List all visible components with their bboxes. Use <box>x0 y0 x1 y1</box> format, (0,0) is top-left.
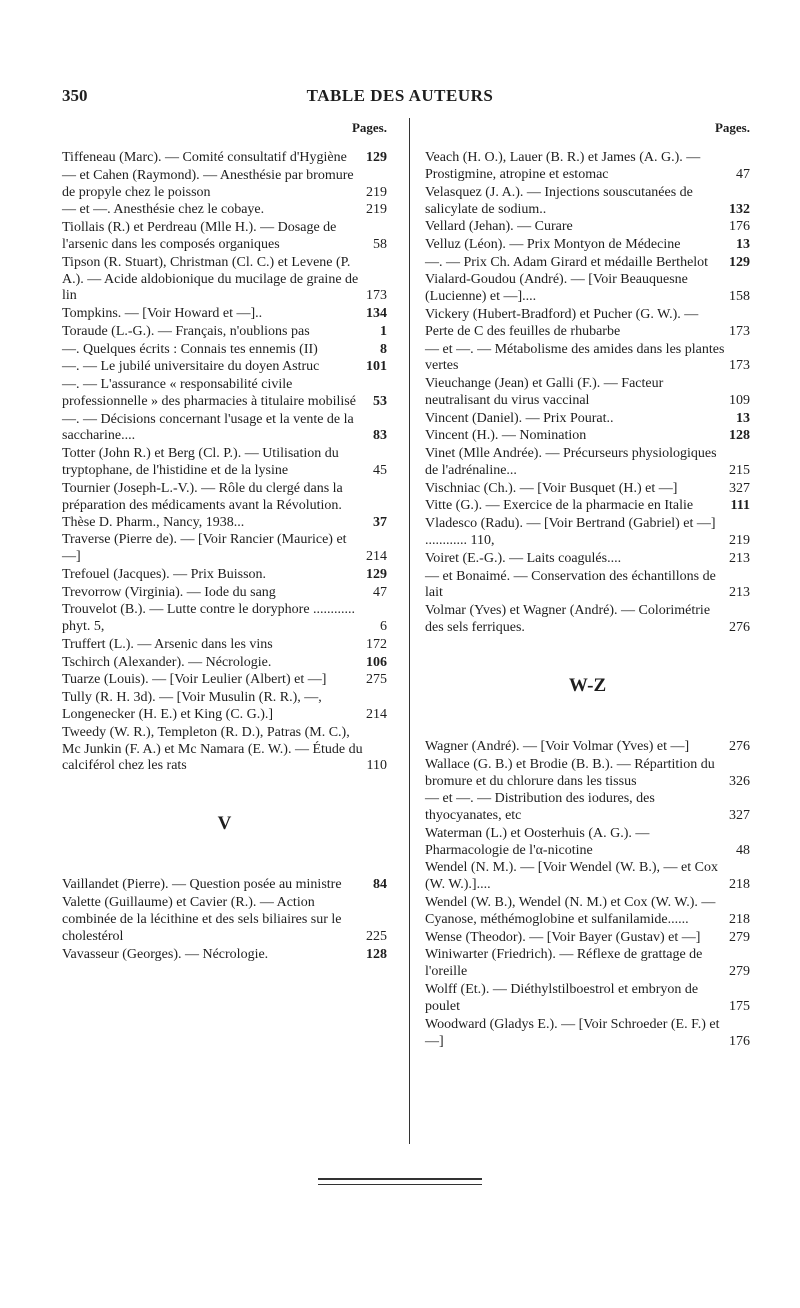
index-entry <box>62 637 387 654</box>
section-letter: W-Z <box>568 674 607 696</box>
entry-page-number: 218 <box>729 911 750 927</box>
index-entry <box>425 826 750 860</box>
index-entry <box>62 725 387 776</box>
entry-text: Vischniac (Ch.). — [Voir Busquet (H.) et —] <box>425 480 678 496</box>
index-entry <box>425 428 750 445</box>
entry-page-number: 132 <box>729 201 750 217</box>
entry-text: Truffert (L.). — Arsenic dans les vins <box>62 636 273 652</box>
entry-text: Wagner (André). — [Voir Volmar (Yves) et —] <box>425 738 690 754</box>
index-entry <box>62 481 387 532</box>
entry-page-number: 275 <box>366 672 387 688</box>
index-entry <box>425 185 750 219</box>
running-title: TABLE DES AUTEURS <box>306 86 494 105</box>
index-entry <box>425 411 750 428</box>
entry-text: Vavasseur (Georges). — Nécrologie. <box>62 946 269 962</box>
entry-text: —. Quelques écrits : Connais tes ennemis (II) <box>62 341 318 357</box>
entry-text: Trefouel (Jacques). — Prix Buisson. <box>62 566 267 582</box>
entry-text: Tipson (R. Stuart), Christman (Cl. C.) et Levene (P. A.). — Acide aldobionique du mucilage de graine de lin <box>62 254 359 304</box>
entry-page-number: 129 <box>729 254 750 270</box>
index-entry <box>62 446 387 480</box>
index-entry <box>425 272 750 306</box>
entry-list <box>425 739 750 1050</box>
index-entry <box>425 569 750 603</box>
index-entry <box>62 168 387 202</box>
entry-page-number: 111 <box>730 498 750 514</box>
entry-page-number: 84 <box>373 877 387 893</box>
entry-text: Volmar (Yves) et Wagner (André). — Colorimétrie des sels ferriques. <box>425 603 711 636</box>
index-entry <box>62 202 387 219</box>
index-entry <box>62 895 387 946</box>
index-entry <box>62 567 387 584</box>
entry-page-number: 326 <box>729 773 750 789</box>
index-entry <box>425 551 750 568</box>
entry-list <box>425 150 750 637</box>
entry-text: — et —. Anesthésie chez le cobaye. <box>62 202 265 218</box>
entry-page-number: 8 <box>380 341 387 357</box>
entry-text: — et —. — Métabolisme des amides dans les plantes vertes <box>425 341 725 374</box>
entry-text: Tiffeneau (Marc). — Comité consultatif d'Hygiène <box>62 150 347 165</box>
index-entry <box>62 377 387 411</box>
index-entry <box>62 655 387 672</box>
index-entry <box>425 757 750 791</box>
entry-page-number: 213 <box>729 585 750 601</box>
entry-text: Vitte (G.). — Exercice de la pharmacie en Italie <box>425 498 694 514</box>
entry-text: Woodward (Gladys E.). — [Voir Schroeder (E. F.) et —] <box>425 1016 720 1049</box>
entry-text: Wendel (N. M.). — [Voir Wendel (W. B.), — et Cox (W. W.).].... <box>425 860 719 893</box>
index-entry <box>425 895 750 929</box>
left-column <box>62 120 387 964</box>
entry-text: Valette (Guillaume) et Cavier (R.). — Action combinée de la lécithine et des sels biliaires sur le cholestérol <box>62 895 342 944</box>
pages-label: Pages. <box>714 120 750 135</box>
entry-text: Vellard (Jehan). — Curare <box>425 219 573 235</box>
entry-page-number: 213 <box>729 550 750 566</box>
entry-page-number: 48 <box>736 842 750 858</box>
index-entry <box>425 342 750 376</box>
entry-text: Wolff (Et.). — Diéthylstilboestrol et embryon de poulet <box>425 981 699 1014</box>
entry-page-number: 175 <box>729 998 750 1014</box>
entry-text: Vincent (Daniel). — Prix Pourat.. <box>425 410 614 426</box>
entry-text: Trouvelot (B.). — Lutte contre le doryphore ............ phyt. 5, <box>62 602 356 635</box>
entry-text: —. — L'assurance « responsabilité civile professionnelle » des pharmacies à titulaire mobilisé <box>62 376 356 409</box>
entry-text: —. — Décisions concernant l'usage et la vente de la saccharine.... <box>62 411 354 444</box>
entry-text: Vieuchange (Jean) et Galli (F.). — Facteur neutralisant du virus vaccinal <box>425 376 664 409</box>
entry-page-number: 214 <box>366 706 387 722</box>
index-entry <box>425 446 750 480</box>
index-entry <box>62 255 387 306</box>
index-entry <box>425 982 750 1016</box>
index-entry <box>62 690 387 724</box>
entry-page-number: 110 <box>366 758 387 774</box>
index-entry <box>62 220 387 254</box>
index-entry <box>62 602 387 636</box>
entry-page-number: 276 <box>729 738 750 754</box>
bottom-rule <box>318 1184 482 1185</box>
pages-label: Pages. <box>351 120 387 135</box>
entry-list <box>62 150 387 775</box>
entry-page-number: 1 <box>380 323 387 339</box>
index-entry <box>425 307 750 341</box>
entry-page-number: 158 <box>729 289 750 305</box>
entry-text: —. — Le jubilé universitaire du doyen Astruc <box>62 359 320 375</box>
entry-page-number: 279 <box>729 929 750 945</box>
index-entry <box>62 585 387 602</box>
entry-text: —. — Prix Ch. Adam Girard et médaille Berthelot <box>425 254 709 270</box>
index-entry <box>425 603 750 637</box>
entry-page-number: 45 <box>373 463 387 479</box>
entry-text: Tiollais (R.) et Perdreau (Mlle H.). — Dosage de l'arsenic dans les composés organiques <box>62 220 337 252</box>
entry-text: Wense (Theodor). — [Voir Bayer (Gustav) et —] <box>425 929 701 945</box>
index-entry <box>425 739 750 756</box>
entry-page-number: 37 <box>373 514 387 530</box>
entry-page-number: 218 <box>729 877 750 893</box>
entry-page-number: 83 <box>373 428 387 444</box>
entry-page-number: 101 <box>366 359 387 375</box>
entry-page-number: 129 <box>366 566 387 582</box>
entry-page-number: 129 <box>366 150 387 165</box>
entry-text: Velluz (Léon). — Prix Montyon de Médecine <box>425 236 681 252</box>
entry-text: Vickery (Hubert-Bradford) et Pucher (G. W.). — Perte de C des feuilles de rhubarbe <box>425 306 699 339</box>
entry-text: Winiwarter (Friedrich). — Réflexe de grattage de l'oreille <box>425 947 703 980</box>
entry-page-number: 109 <box>729 393 750 409</box>
entry-text: Tournier (Joseph-L.-V.). — Rôle du clergé dans la préparation des médicaments avant la Révolution. Thèse D. Pharm., Nancy, 1938... <box>62 480 343 530</box>
entry-page-number: 176 <box>729 1033 750 1049</box>
index-entry <box>425 791 750 825</box>
index-entry <box>62 877 387 894</box>
entry-text: Wendel (W. B.), Wendel (N. M.) et Cox (W. W.). — Cyanose, méthémoglobine et sulfanilamide...... <box>425 895 716 927</box>
section-letter: V <box>217 813 232 835</box>
index-entry <box>425 498 750 515</box>
index-entry <box>425 376 750 410</box>
entry-page-number: 173 <box>729 358 750 374</box>
entry-page-number: 219 <box>366 202 387 218</box>
entry-page-number: 53 <box>373 393 387 409</box>
index-entry <box>425 930 750 947</box>
entry-page-number: 134 <box>366 306 387 322</box>
entry-text: Tully (R. H. 3d). — [Voir Musulin (R. R.), —, Longenecker (H. E.) et King (C. G.).] <box>62 690 322 722</box>
index-entry <box>425 481 750 498</box>
entry-page-number: 13 <box>736 236 750 252</box>
index-entry <box>425 860 750 894</box>
page-number: 350 <box>62 86 88 105</box>
index-entry <box>425 255 750 272</box>
entry-text: Totter (John R.) et Berg (Cl. P.). — Utilisation du tryptophane, de l'histidine et de la lysine <box>62 446 339 479</box>
entry-text: — et —. — Distribution des iodures, des thyocyanates, etc <box>425 791 655 824</box>
entry-text: Tweedy (W. R.), Templeton (R. D.), Patras (M. C.), Mc Junkin (F. A.) et Mc Namara (E. W.). — Étude du calciférol chez les rats <box>62 724 363 774</box>
entry-text: Vaillandet (Pierre). — Question posée au ministre <box>62 877 342 893</box>
entry-text: — et Bonaimé. — Conservation des échantillons de lait <box>425 568 716 601</box>
entry-page-number: 276 <box>729 620 750 636</box>
entry-text: Tschirch (Alexander). — Nécrologie. <box>62 654 272 670</box>
index-entry <box>62 324 387 341</box>
entry-page-number: 58 <box>373 236 387 252</box>
index-entry <box>62 342 387 359</box>
entry-text: Trevorrow (Virginia). — Iode du sang <box>62 584 276 600</box>
entry-page-number: 47 <box>373 584 387 600</box>
entry-page-number: 214 <box>366 549 387 565</box>
entry-page-number: 176 <box>729 219 750 235</box>
index-entry <box>62 672 387 689</box>
entry-page-number: 173 <box>729 323 750 339</box>
entry-text: Vialard-Goudou (André). — [Voir Beauquesne (Lucienne) et —].... <box>425 272 688 305</box>
entry-text: Waterman (L.) et Oosterhuis (A. G.). — Pharmacologie de l'α-nicotine <box>425 825 650 858</box>
entry-text: Vincent (H.). — Nomination <box>425 428 587 444</box>
entry-page-number: 172 <box>366 636 387 652</box>
index-entry <box>425 219 750 236</box>
entry-list <box>62 877 387 963</box>
index-entry <box>62 532 387 566</box>
entry-text: Vladesco (Radu). — [Voir Bertrand (Gabriel) et —] ............ 110, <box>425 516 716 549</box>
right-column <box>425 120 750 1051</box>
entry-page-number: 128 <box>366 946 387 962</box>
index-entry <box>62 306 387 323</box>
bottom-rule <box>318 1178 482 1180</box>
index-entry <box>425 150 750 184</box>
entry-text: Traverse (Pierre de). — [Voir Rancier (Maurice) et —] <box>62 532 347 565</box>
entry-text: Veach (H. O.), Lauer (B. R.) et James (A. G.). — Prostigmine, atropine et estomac <box>425 150 701 182</box>
entry-page-number: 106 <box>366 654 387 670</box>
entry-text: Wallace (G. B.) et Brodie (B. B.). — Répartition du bromure et du chlorure dans les tissus <box>425 756 715 789</box>
entry-page-number: 225 <box>366 928 387 944</box>
column-divider <box>409 118 410 1144</box>
entry-page-number: 47 <box>736 166 750 182</box>
entry-text: Voiret (E.-G.). — Laits coagulés.... <box>425 550 622 566</box>
entry-page-number: 219 <box>729 533 750 549</box>
entry-text: Tuarze (Louis). — [Voir Leulier (Albert) et —] <box>62 672 327 688</box>
index-entry <box>425 237 750 254</box>
entry-page-number: 6 <box>380 619 387 635</box>
entry-text: Tompkins. — [Voir Howard et —].. <box>62 306 263 322</box>
entry-text: Vinet (Mlle Andrée). — Précurseurs physiologiques de l'adrénaline... <box>425 446 717 479</box>
entry-page-number: 279 <box>729 964 750 980</box>
entry-text: — et Cahen (Raymond). — Anesthésie par bromure de propyle chez le poisson <box>62 167 354 200</box>
entry-page-number: 215 <box>729 463 750 479</box>
entry-page-number: 173 <box>366 288 387 304</box>
entry-text: Toraude (L.-G.). — Français, n'oublions pas <box>62 323 310 339</box>
entry-page-number: 327 <box>729 808 750 824</box>
entry-page-number: 13 <box>736 410 750 426</box>
entry-page-number: 219 <box>366 184 387 200</box>
index-entry <box>425 1017 750 1051</box>
index-entry <box>62 947 387 964</box>
index-entry <box>425 516 750 550</box>
index-entry <box>62 412 387 446</box>
entry-page-number: 128 <box>729 428 750 444</box>
entry-text: Velasquez (J. A.). — Injections souscutanées de salicylate de sodium.. <box>425 184 693 217</box>
entry-page-number: 327 <box>729 480 750 496</box>
index-entry <box>62 150 387 167</box>
index-entry <box>62 359 387 376</box>
index-entry <box>425 947 750 981</box>
